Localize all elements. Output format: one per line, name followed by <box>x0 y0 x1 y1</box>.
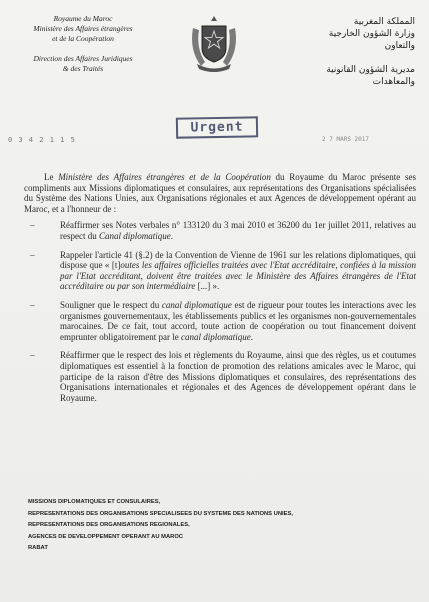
header-line: Ministère des Affaires étrangères <box>33 24 133 33</box>
recipient-line: REPRESENTATIONS DES ORGANISATIONS REGIONALES, <box>28 522 190 528</box>
recipient-line: MISSIONS DIPLOMATIQUES ET CONSULAIRES, <box>28 499 161 505</box>
recipient-city: RABAT <box>28 545 48 551</box>
direction-line: Direction des Affaires Juridiques <box>33 54 133 63</box>
bullet-dash: – <box>30 220 35 231</box>
urgent-stamp: Urgent <box>176 116 258 138</box>
list-item: – Rappeler l'article 41 (§.2) de la Convention de Vienne de 1961 sur les relations diplomatiques, qui dispose que « [t]outes les affaires officielles traitées avec l'Etat accréditaire, confiées à la mission par l'Etat accréditant, doivent être traitées avec le Ministère des Affaires étrangères de l'Etat accréditaire ou par son intermédiaire [...] ». <box>30 249 416 292</box>
header-line-ar: وزارة الشؤون الخارجية <box>328 29 415 39</box>
recipient-line: AGENCES DE DEVELOPPEMENT OPERANT AU MAROC <box>28 533 184 540</box>
bullet-dash: – <box>30 249 35 260</box>
header-line: et de la Coopération <box>52 34 114 43</box>
recipients-block <box>28 497 388 555</box>
ministry-name: Ministère des Affaires étrangères et de la Coopération <box>58 172 271 182</box>
list-item: – Souligner que le respect du canal diplomatique est de rigueur pour toutes les interactions avec les organismes gouvernementaux, les établissements publics et les organismes non-gouvernementales marocaines. De ce fait, tout accord, toute action de coopération ou tout financement doivent emprunter obligatoirement par le canal diplomatique. <box>30 299 416 342</box>
list-item: – Réaffirmer que le respect des lois et règlements du Royaume, ainsi que des règles, us et coutumes diplomatiques est essentiel à la fonction de promotion des relations amicales avec le Maroc, qui participe de la raison d'être des Missions diplomatiques et consulaires, des représentations des Organisations internationales et régionales et des Agences de développement opérant dans le Royaume. <box>30 350 416 403</box>
header-left-french <box>8 14 158 74</box>
header-line-ar: المملكة المغربية <box>353 17 415 27</box>
letter-body <box>24 172 416 411</box>
date-stamp: 2 7 MARS 2017 <box>322 136 369 143</box>
intro-paragraph: Le Ministère des Affaires étrangères et de la Coopération du Royaume du Maroc présente ses compliments aux Missions diplomatiques et consulaires, aux représentations des Organisations spécialisées du Système des Nations Unies, aux Organisations régionales et aux Agences de développement opérant au Maroc, et a l'honneur de : <box>24 172 416 214</box>
direction-line: & des Traités <box>62 64 104 73</box>
header-right-arabic <box>275 16 415 88</box>
header-line: Royaume du Maroc <box>53 14 113 23</box>
reference-number: 0 3 4 2 1 1 5 <box>8 136 76 144</box>
direction-line-ar: مديرية الشؤون القانونية <box>326 65 415 75</box>
bullet-dash: – <box>30 350 35 361</box>
direction-line-ar: والمعاهدات <box>372 77 415 87</box>
list-item: – Réaffirmer ses Notes verbales n° 133120 du 3 mai 2010 et 36200 du 1er juillet 2011, relatives au respect du Canal diplomatique. <box>30 220 416 241</box>
header-line-ar: والتعاون <box>384 41 415 51</box>
moroccan-coat-of-arms-icon <box>187 14 241 74</box>
recipient-line: REPRESENTATIONS DES ORGANISATIONS SPECIALISEES DU SYSTEME DES NATIONS UNIES, <box>28 510 293 517</box>
bullet-dash: – <box>30 299 35 310</box>
